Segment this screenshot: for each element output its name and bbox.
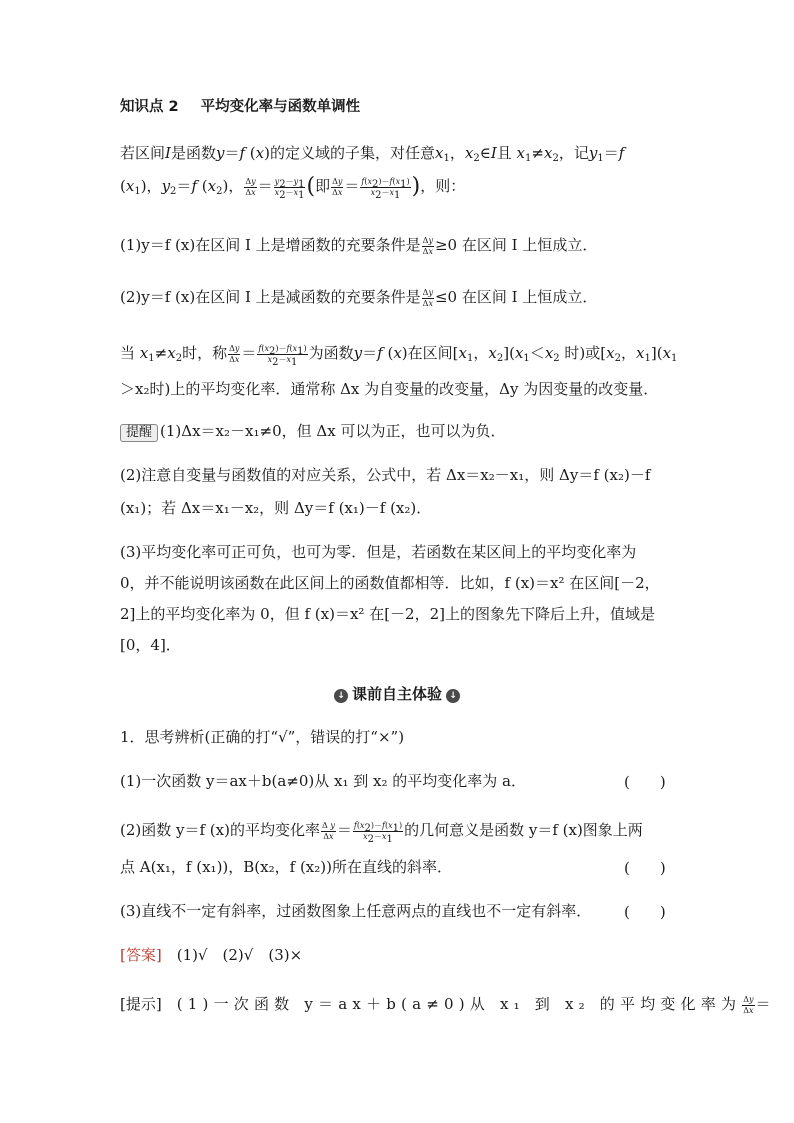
- tip-2a: (2)注意自变量与函数值的对应关系，公式中，若 Δx＝x₂－x₁，则 Δy＝f (x₂)－f: [120, 466, 651, 484]
- tip-3a: (3)平均变化率可正可负，也可为零．但是，若函数在某区间上的平均变化率为: [120, 543, 637, 561]
- question-2a: (2)函数 y＝f (x)的平均变化率 $\frac{\text{Δ y}}{\Delta x}$ ＝ $\frac{f(x_2)-f(x_1)}{x_2-x_1}$ 的几何意义是函数 y＝f (x)图象上两: [120, 820, 643, 845]
- tip-3b: 0，并不能说明该函数在此区间上的函数值都相等．比如，f (x)＝x² 在区间[－2，: [120, 574, 660, 592]
- intro-text: 的定义域的子集，对任意: [269, 144, 435, 162]
- tip-text: (1)Δx＝x₂－x₁≠0，但 Δx 可以为正，也可以为负．: [160, 422, 506, 440]
- definition-text: 在区间: [407, 344, 453, 362]
- question-title: 1．思考辨析(正确的打“√”，错误的打“×”): [120, 728, 405, 746]
- definition-text: 时，称: [182, 344, 228, 362]
- intro-text: 若区间: [120, 144, 166, 162]
- section-heading: 平均变化率与函数单调性: [200, 99, 361, 115]
- answer-blank: ( ): [624, 773, 666, 791]
- fraction-dy-dx: $\frac{\Delta y}{\Delta x}$: [743, 994, 754, 1015]
- fraction-dy-dx: $\frac{\Delta y}{\Delta x}$: [332, 176, 343, 197]
- definition-line-2: ＞x₂时)上的平均变化率．通常称 Δx 为自变量的改变量，Δy 为因变量的改变量．: [120, 380, 659, 398]
- question-3: (3)直线不一定有斜率，过函数图象上任意两点的直线也不一定有斜率．: [120, 902, 592, 920]
- fraction-dy-dx: $\frac{\Delta y}{\Delta x}$: [422, 287, 433, 308]
- question-2b: 点 A(x₁，f (x₁))，B(x₂，f (x₂))所在直线的斜率．: [120, 858, 452, 876]
- increasing-condition: [120, 235, 680, 257]
- answer-line: [120, 945, 680, 965]
- tip-3c: 2]上的平均变化率为 0，但 f (x)＝x² 在[－2，2]上的图象先下降后上升，值域是: [120, 605, 655, 623]
- fraction-f-diff: $\frac{f(x_2)-f(x_1)}{x_2-x_1}$: [258, 343, 307, 368]
- condition-text: (2)y＝f (x)在区间 I 上是减函数的充要条件是: [120, 288, 421, 306]
- decreasing-condition: [120, 287, 680, 309]
- fraction-dy-dx: $\frac{\text{Δ y}}{\Delta x}$: [321, 820, 335, 841]
- fraction-y-diff: $\frac{y_2-y_1}{x_2-x_1}$: [274, 176, 305, 201]
- fraction-f-diff: $\frac{f(x_2)-f(x_1)}{x_2-x_1}$: [353, 820, 403, 845]
- intro-text: ，记: [558, 144, 589, 162]
- intro-text: 且: [496, 144, 512, 162]
- tip-2b: (x₁)；若 Δx＝x₁－x₂，则 Δy＝f (x₁)－f (x₂)．: [120, 499, 432, 517]
- fraction-dy-dx: $\frac{\Delta y}{\Delta x}$: [229, 343, 240, 364]
- condition-text: ≥0 在区间 I 上恒成立．: [434, 236, 598, 254]
- hint-line: [提示] (1)一次函数 y＝ax＋b(a≠0)从 x₁ 到 x₂ 的平均变化率为 $\frac{\Delta y}{\Delta x}$ ＝: [120, 994, 771, 1015]
- tip-3d: [0，4]．: [120, 636, 181, 654]
- chevron-down-icon: ↓: [446, 689, 460, 703]
- hint-tag: [提示]: [120, 995, 162, 1013]
- answer-text: (1)√ (2)√ (3)×: [176, 946, 303, 964]
- definition-text: 为函数: [308, 344, 354, 362]
- question-text: 的几何意义是函数 y＝f (x)图象上两: [404, 821, 643, 839]
- section-title: [120, 97, 680, 117]
- condition-text: (1)y＝f (x)在区间 I 上是增函数的充要条件是: [120, 236, 421, 254]
- section-label: 知识点 2: [120, 99, 179, 115]
- definition-text: 当: [120, 344, 136, 362]
- answer-blank: ( ): [624, 903, 666, 921]
- intro-line-1: 若区间I是函数y＝f (x)的定义域的子集，对任意$x_1$，$x_2\in I$且 $x_1\ne x_2$，记$y_1=f$: [120, 144, 625, 164]
- answer-blank: ( ): [624, 859, 666, 877]
- preview-section-heading: [0, 684, 794, 704]
- reminder-badge: 提醒: [120, 424, 158, 442]
- fraction-dy-dx: $\frac{\Delta y}{\Delta x}$: [245, 176, 256, 197]
- question-text: (2)函数 y＝f (x)的平均变化率: [120, 821, 320, 839]
- answer-tag: [答案]: [120, 946, 162, 964]
- fraction-f-diff: $\frac{f(x_2)-f(x_1)}{x_2-x_1}$: [361, 176, 410, 201]
- hint-text: (1)一次函数 y＝ax＋b(a≠0)从 x₁ 到 x₂ 的平均变化率为: [176, 995, 742, 1013]
- preview-heading-text: 课前自主体验: [351, 685, 442, 703]
- fraction-dy-dx: $\frac{\Delta y}{\Delta x}$: [422, 235, 433, 256]
- definition-line-1: 当 $x_1\ne x_2$时，称 $\frac{\Delta y}{\Delta x}$ ＝ $\frac{f(x_2)-f(x_1)}{x_2-x_1}$ 为函数y＝f (x)在区间[$x_1$，$x_2](x_1<x_2$ 时)或[$x_2$，$x_1](x_1$: [120, 343, 678, 368]
- chevron-down-icon: ↓: [334, 689, 348, 703]
- intro-text: 是函数: [170, 144, 216, 162]
- intro-line-2: $(x_1)$，$y_2=f$ $(x_2)$， $\frac{\Delta y}{\Delta x}$ ＝ $\frac{y_2-y_1}{x_2-x_1}$ (即 $\frac{\Delta y}{\Delta x}$ ＝ $\frac{f(x_2)-f(x_1)}{x_2-x_1}$ )，则：: [120, 174, 466, 201]
- question-1: (1)一次函数 y＝ax＋b(a≠0)从 x₁ 到 x₂ 的平均变化率为 a．: [120, 772, 526, 790]
- condition-text: ≤0 在区间 I 上恒成立．: [434, 288, 598, 306]
- tip-1: [120, 421, 680, 442]
